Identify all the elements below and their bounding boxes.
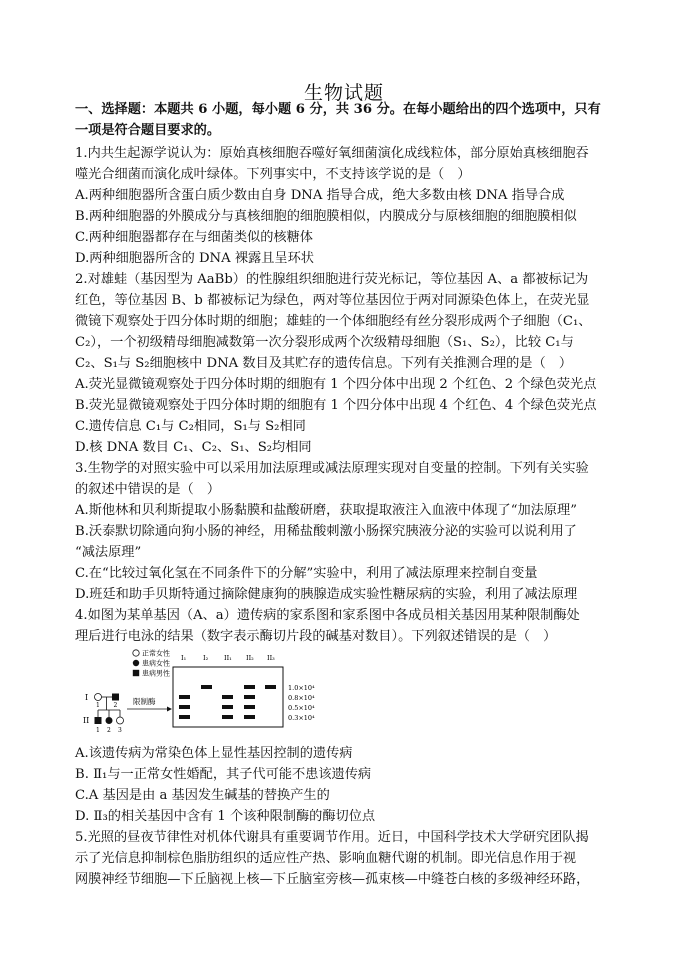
svg-text:2: 2	[107, 727, 111, 734]
gel-band	[222, 705, 233, 709]
question-3-option-b: “减法原理”	[75, 545, 142, 560]
question-1-option-c: C.两种细胞器都存在与细菌类似的核糖体	[75, 230, 313, 245]
size-marker-3: 0.5×10⁴	[288, 704, 315, 712]
generation-ii-label: II	[83, 716, 90, 725]
legend-affected-male-symbol	[133, 670, 139, 676]
question-2-option-c: C.遗传信息 C₁与 C₂相同，S₁与 S₂相同	[75, 419, 306, 434]
pedigree-i1-female	[95, 694, 102, 701]
question-5-stem: 5.光照的昼夜节律性对机体代谢具有重要调节作用。近日，中国科学技术大学研究团队揭	[75, 830, 589, 845]
gel-band	[179, 715, 190, 719]
question-3-stem: 的叙述中错误的是（ ）	[75, 482, 221, 497]
gel-band	[244, 715, 255, 719]
question-4-option-a: A.该遗传病为常染色体上显性基因控制的遗传病	[75, 746, 353, 761]
question-5-stem: 示了光信息抑制棕色脂肪组织的适应性产热、影响血糖代谢的机制。即光信息作用于视	[75, 851, 577, 866]
question-2-stem: 微镜下观察处于四分体时期的细胞；雄蛙的一个体细胞经有丝分裂形成两个子细胞（C₁、	[75, 314, 592, 329]
question-2-stem: 红色，等位基因 B、b 都被标记为绿色，两对等位基因位于两对同源染色体上，在荧光显	[75, 293, 590, 308]
question-2-stem: 2.对雄蛙（基因型为 AaBb）的性腺组织细胞进行荧光标记，等位基因 A、a 都被标记为	[75, 272, 589, 287]
gel-band	[265, 685, 276, 689]
gel-band	[244, 685, 255, 689]
legend-affected-male: 患病男性	[142, 669, 170, 678]
size-marker-2: 0.8×10⁴	[288, 694, 315, 702]
pedigree-ii1-affected-male	[95, 717, 102, 724]
question-4-option-b: B. Ⅱ₁与一正常女性婚配，其子代可能不患该遗传病	[75, 767, 372, 782]
question-3-option-b: B.沃泰默切除通向狗小肠的神经，用稀盐酸刺激小肠探究胰液分泌的实验可以说利用了	[75, 524, 577, 539]
question-4-stem: 4.如图为某单基因（A、a）遗传病的家系图和家系图中各成员相关基因用某种限制酶处	[75, 608, 580, 623]
question-4-option-d: D. Ⅱ₃的相关基因中含有 1 个该种限制酶的酶切位点	[75, 809, 376, 824]
question-5-stem: 网膜神经节细胞—下丘脑视上核—下丘脑室旁核—孤束核—中缝苍白核的多级神经环路，	[75, 872, 590, 887]
legend-affected-female: 患病女性	[142, 659, 170, 668]
question-2-option-d: D.核 DNA 数目 C₁、C₂、S₁、S₂均相同	[75, 440, 312, 455]
question-1-option-d: D.两种细胞器所含的 DNA 裸露且呈环状	[75, 251, 314, 266]
gel-band	[244, 705, 255, 709]
pedigree-ii2-affected-female	[106, 717, 113, 724]
lane-label-ii2: II₂	[246, 654, 254, 662]
question-3-option-d: D.班廷和助手贝斯特通过摘除健康狗的胰腺造成实验性糖尿病的实验，利用了减法原理	[75, 587, 578, 602]
section-heading-line: 一、选择题：本题共 6 小题，每小题 6 分，共 36 分。在每小题给出的四个选项中，只有	[75, 102, 601, 117]
gel-band	[201, 685, 212, 689]
legend-normal-female: 正常女性	[142, 649, 170, 658]
lane-label-i1: I₁	[181, 654, 187, 662]
gel-band	[244, 695, 255, 699]
question-3-option-c: C.在“比较过氧化氢在不同条件下的分解”实验中，利用了减法原理来控制自变量	[75, 566, 538, 581]
size-marker-1: 1.0×10⁴	[288, 684, 315, 692]
pedigree-electrophoresis-figure	[75, 646, 375, 734]
legend-normal-female-symbol	[133, 650, 139, 656]
legend-affected-female-symbol	[133, 660, 139, 666]
svg-text:1: 1	[96, 702, 100, 709]
svg-text:3: 3	[118, 727, 122, 734]
lane-label-ii1: II₁	[224, 654, 232, 662]
question-2-option-b: B.荧光显微镜观察处于四分体时期的细胞有 1 个四分体中出现 4 个红色、4 个绿色荧光点	[75, 398, 597, 413]
pedigree-i2-affected-male	[112, 694, 119, 701]
generation-i-label: I	[85, 693, 89, 702]
question-2-stem: C₂），一个初级精母细胞减数第一次分裂形成两个次级精母细胞（S₁、S₂），比较 C₁与	[75, 335, 574, 350]
question-3-stem: 3.生物学的对照实验中可以采用加法原理或减法原理实现对自变量的控制。下列有关实验	[75, 461, 589, 476]
gel-band	[222, 695, 233, 699]
question-2-stem: C₂、S₁与 S₂细胞核中 DNA 数目及其贮存的遗传信息。下列有关推测合理的是（ ）	[75, 356, 573, 371]
question-4-stem: 理后进行电泳的结果（数字表示酶切片段的碱基对数目）。下列叙述错误的是（ ）	[75, 629, 557, 644]
lane-label-i2: I₂	[203, 654, 209, 662]
question-1-stem: 噬光合细菌而演化成叶绿体。下列事实中，不支持该学说的是（ ）	[75, 167, 471, 182]
gel-bands	[179, 685, 276, 719]
svg-text:1: 1	[96, 727, 100, 734]
question-2-option-a: A.荧光显微镜观察处于四分体时期的细胞有 1 个四分体中出现 2 个红色、2 个绿色荧光点	[75, 377, 597, 392]
gel-band	[179, 705, 190, 709]
question-1-option-b: B.两种细胞器的外膜成分与真核细胞的细胞膜相似，内膜成分与原核细胞的细胞膜相似	[75, 209, 577, 224]
page-title: 生物试题	[303, 82, 384, 104]
question-3-option-a: A.斯他林和贝利斯提取小肠黏膜和盐酸研磨，获取提取液注入血液中体现了“加法原理”	[75, 503, 577, 518]
question-1-stem: 1.内共生起源学说认为：原始真核细胞吞噬好氧细菌演化成线粒体，部分原始真核细胞吞	[75, 146, 589, 161]
lane-label-ii3: II₃	[267, 654, 275, 662]
section-heading-line: 一项是符合题目要求的。	[75, 123, 221, 138]
gel-band	[179, 695, 190, 699]
question-1-option-a: A.两种细胞器所含蛋白质少数由自身 DNA 指导合成，绝大多数由核 DNA 指导合成	[75, 188, 565, 203]
question-4-option-c: C.A 基因是由 a 基因发生碱基的替换产生的	[75, 788, 330, 803]
pedigree-ii3-normal-female	[117, 717, 124, 724]
size-marker-4: 0.3×10⁴	[288, 714, 315, 722]
gel-band	[222, 715, 233, 719]
svg-text:2: 2	[113, 702, 118, 709]
enzyme-label: 限制酶	[133, 697, 156, 706]
